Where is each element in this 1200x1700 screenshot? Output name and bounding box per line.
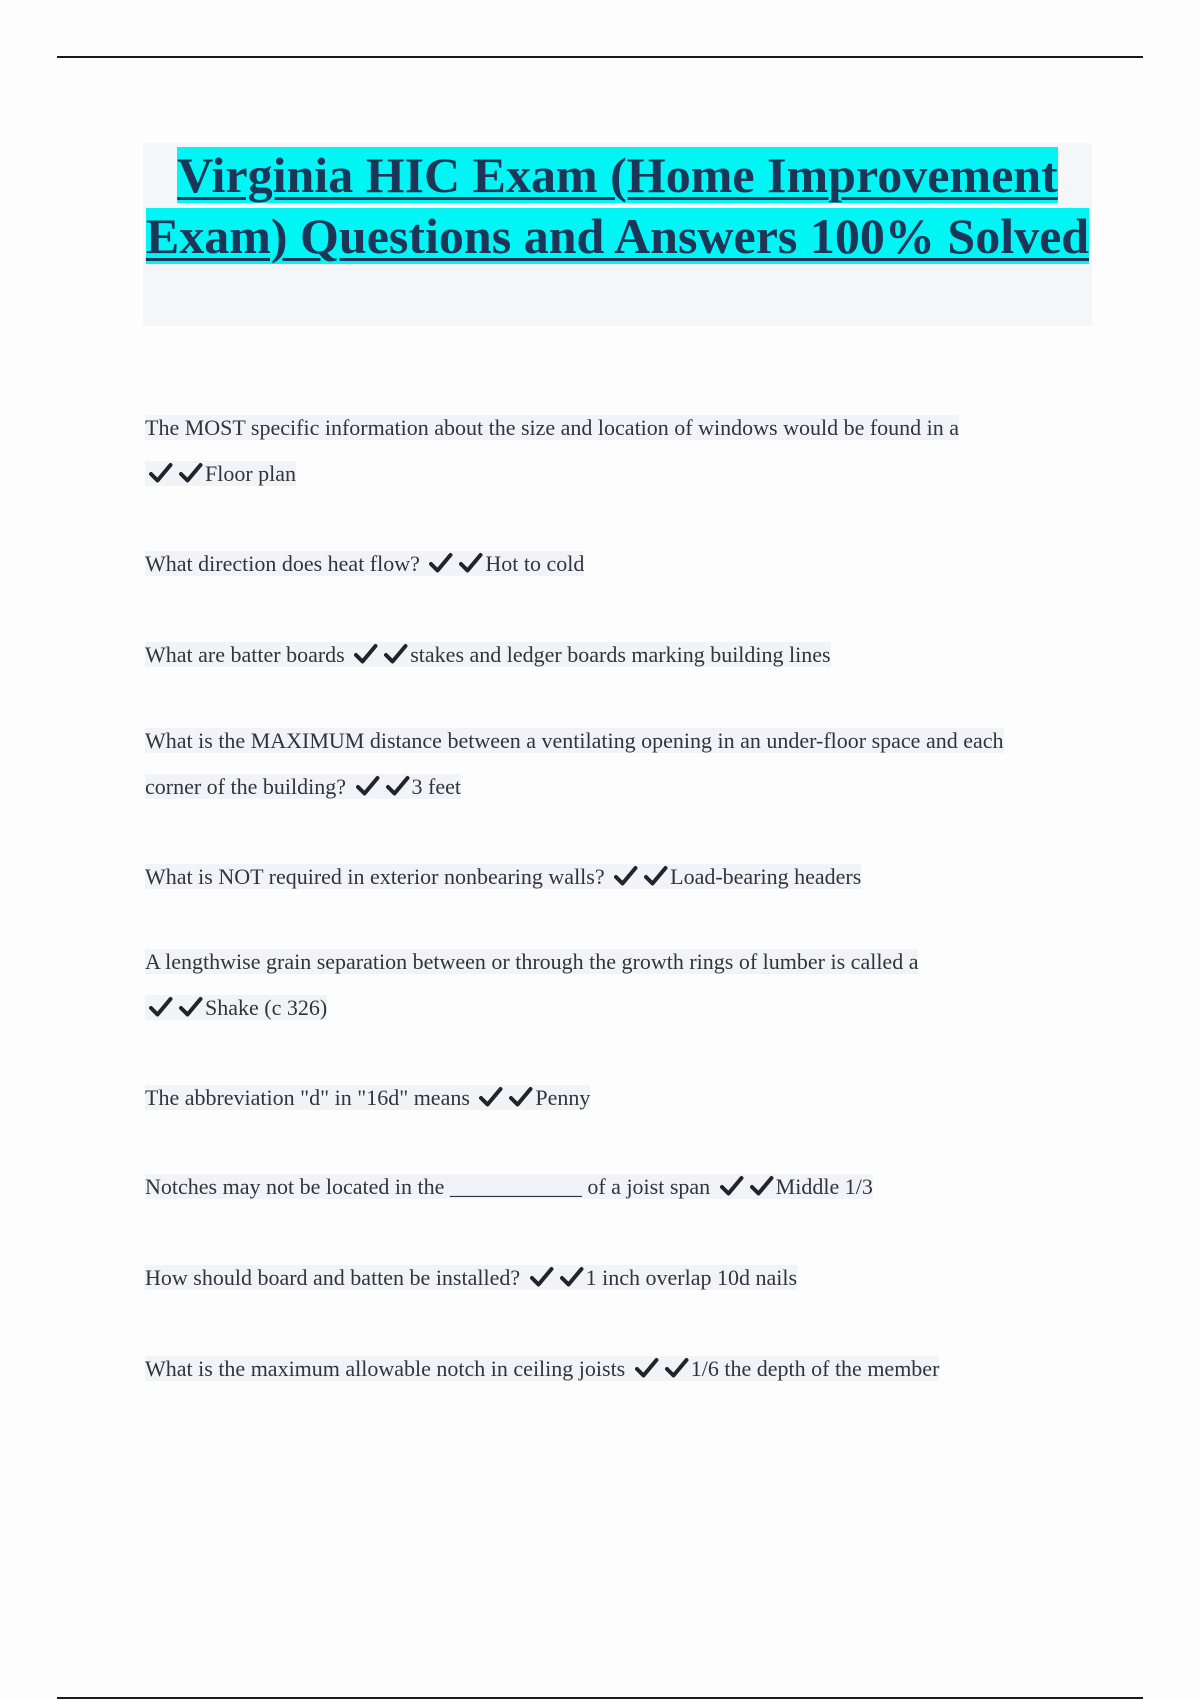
qa-list xyxy=(145,405,1065,1392)
answer-text: Shake (c 326) xyxy=(205,995,328,1020)
qa-line xyxy=(145,551,584,576)
bottom-rule xyxy=(57,1697,1143,1699)
qa-line xyxy=(145,949,918,1020)
qa-item xyxy=(145,1075,1065,1121)
check-marks xyxy=(145,995,327,1020)
check-mark-icon xyxy=(665,1357,691,1379)
check-marks xyxy=(716,1174,873,1199)
qa-item xyxy=(145,939,1065,1031)
answer-text: stakes and ledger boards marking building lines xyxy=(410,642,831,667)
check-marks xyxy=(352,774,461,799)
document-title: Virginia HIC Exam (Home Improvement Exam) Questions and Answers 100% Solved xyxy=(145,147,1090,264)
check-marks xyxy=(145,461,296,486)
question-text: A lengthwise grain separation between or through the growth rings of lumber is called a xyxy=(145,949,919,974)
check-mark-icon xyxy=(614,865,640,887)
qa-item xyxy=(145,541,1065,587)
check-mark-icon xyxy=(720,1175,746,1197)
question-text: The MOST specific information about the size and location of windows would be found in a xyxy=(145,415,960,440)
check-mark-icon xyxy=(386,775,412,797)
qa-line xyxy=(145,1356,939,1381)
check-mark-icon xyxy=(429,552,455,574)
answer-text: 1 inch overlap 10d nails xyxy=(585,1265,798,1290)
check-mark-icon xyxy=(479,1086,505,1108)
qa-line xyxy=(145,728,1004,799)
qa-line xyxy=(145,1265,797,1290)
answer-text: 3 feet xyxy=(411,774,461,799)
qa-item xyxy=(145,718,1065,810)
answer-text: Hot to cold xyxy=(485,551,585,576)
question-text: Notches may not be located in the ____________ of a joist span xyxy=(145,1174,711,1199)
qa-line xyxy=(145,864,861,889)
check-mark-icon xyxy=(356,775,382,797)
qa-line xyxy=(145,642,831,667)
answer-text: 1/6 the depth of the member xyxy=(690,1356,940,1381)
answer-text: Floor plan xyxy=(205,461,297,486)
answer-text: Load-bearing headers xyxy=(670,864,862,889)
check-mark-icon xyxy=(354,643,380,665)
question-text: What is NOT required in exterior nonbearing walls? xyxy=(145,864,605,889)
answer-text: Middle 1/3 xyxy=(775,1174,873,1199)
qa-item xyxy=(145,854,1065,900)
question-text: What is the maximum allowable notch in ceiling joists xyxy=(145,1356,626,1381)
check-marks xyxy=(475,1085,590,1110)
question-text: What are batter boards xyxy=(145,642,345,667)
question-text: How should board and batten be installed? xyxy=(145,1265,521,1290)
check-mark-icon xyxy=(149,996,175,1018)
check-mark-icon xyxy=(179,462,205,484)
qa-line xyxy=(145,1085,590,1110)
question-text: What is the MAXIMUM distance between a ventilating opening in an under-floor space and each corner of the building? xyxy=(145,728,1004,799)
check-mark-icon xyxy=(509,1086,535,1108)
check-mark-icon xyxy=(644,865,670,887)
check-mark-icon xyxy=(560,1266,586,1288)
question-text: What direction does heat flow? xyxy=(145,551,420,576)
check-mark-icon xyxy=(179,996,205,1018)
qa-item xyxy=(145,632,1065,678)
title-block xyxy=(143,143,1092,326)
qa-item xyxy=(145,405,1065,497)
question-text: The abbreviation "d" in "16d" means xyxy=(145,1085,470,1110)
qa-item xyxy=(145,1164,1065,1210)
check-mark-icon xyxy=(149,462,175,484)
check-mark-icon xyxy=(750,1175,776,1197)
top-rule xyxy=(57,56,1143,58)
check-mark-icon xyxy=(530,1266,556,1288)
check-marks xyxy=(631,1356,940,1381)
check-mark-icon xyxy=(635,1357,661,1379)
qa-item xyxy=(145,1346,1065,1392)
check-marks xyxy=(350,642,830,667)
check-marks xyxy=(425,551,584,576)
qa-item xyxy=(145,1255,1065,1301)
qa-line xyxy=(145,415,959,486)
check-marks xyxy=(526,1265,797,1290)
qa-line xyxy=(145,1174,873,1199)
check-mark-icon xyxy=(384,643,410,665)
check-marks xyxy=(610,864,861,889)
check-mark-icon xyxy=(459,552,485,574)
answer-text: Penny xyxy=(535,1085,591,1110)
